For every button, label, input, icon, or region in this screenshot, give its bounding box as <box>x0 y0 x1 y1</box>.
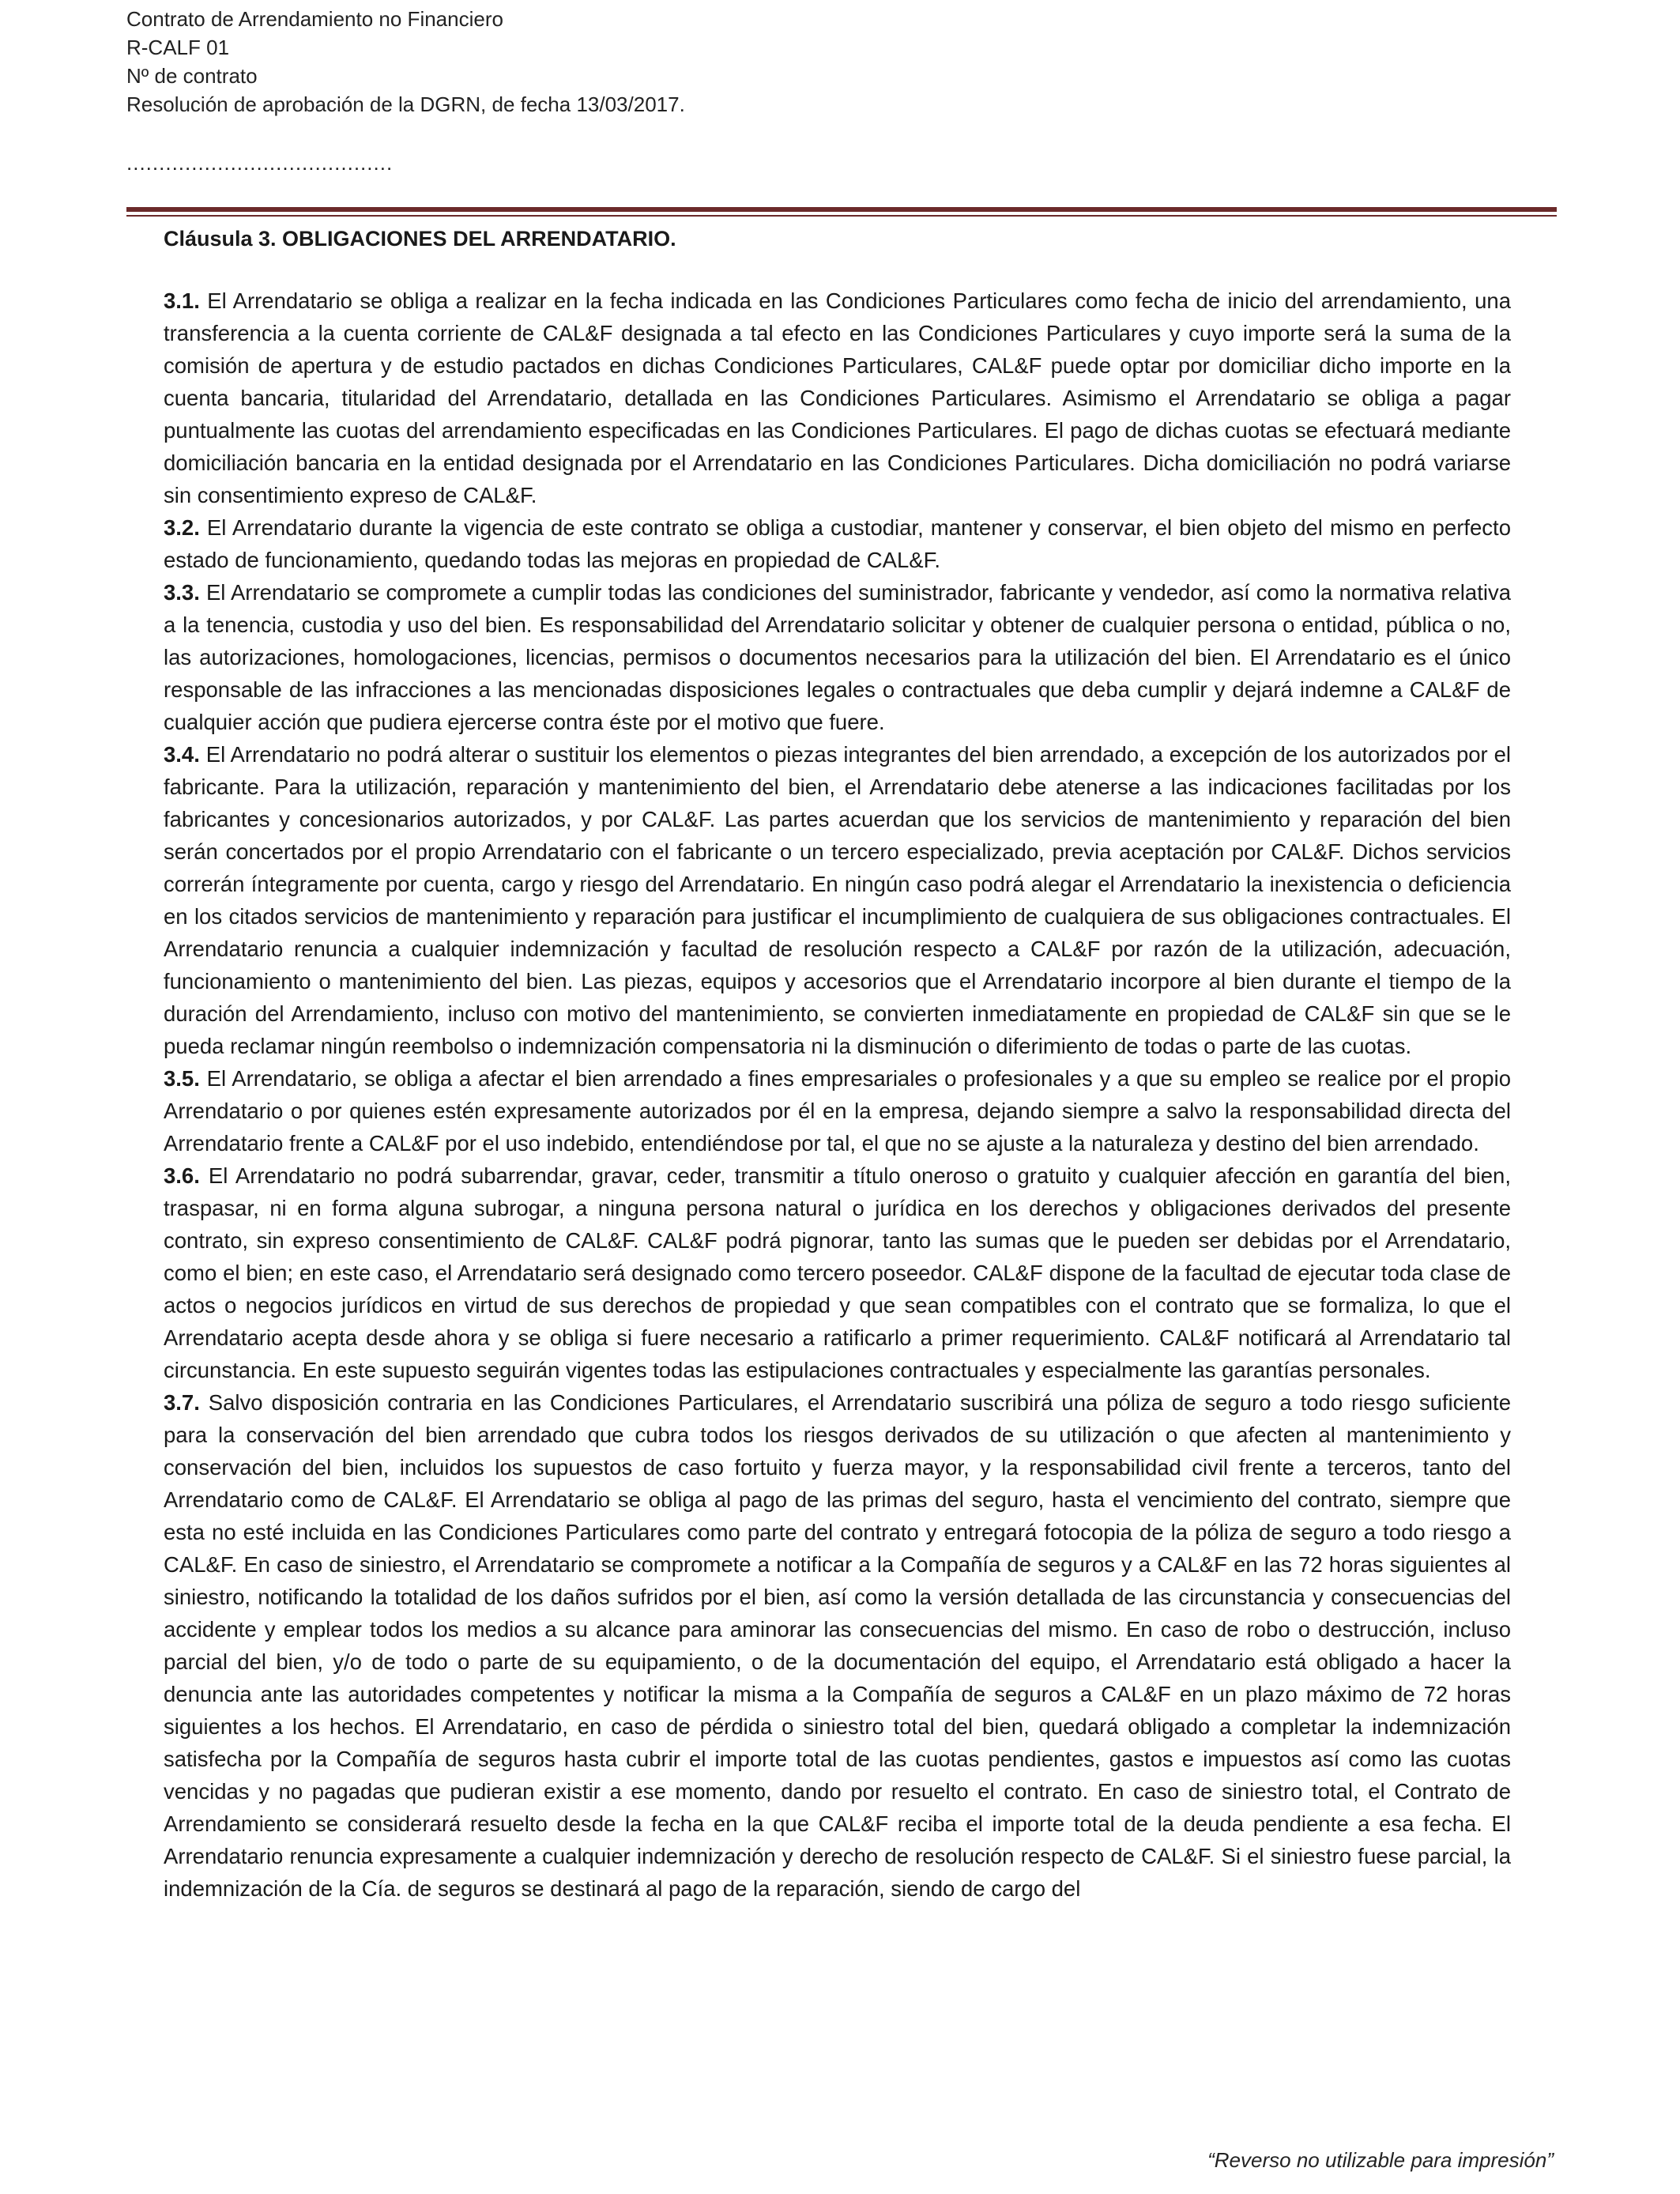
contract-number-label: Nº de contrato <box>126 64 258 88</box>
clause-item-number: 3.2. <box>164 515 200 540</box>
footer-note: “Reverso no utilizable para impresión” <box>1207 2148 1554 2172</box>
clause-item-text: El Arrendatario durante la vigencia de este contrato se obliga a custodiar, mantener y conservar, el bien objeto del mismo en perfecto estado de funcionamiento, quedando todas las mejoras en propiedad de CAL&F. <box>164 515 1511 572</box>
document-title: Contrato de Arrendamiento no Financiero <box>126 7 503 31</box>
clause-item-text: El Arrendatario no podrá alterar o sustituir los elementos o piezas integrantes del bien arrendado, a excepción de los autorizados por el fabricante. Para la utilización, reparación y mantenimiento del bien, el Arrendatario debe atenerse a las indicaciones facilitadas por los fabricantes y concesionarios autorizados, y por CAL&F. Las partes acuerdan que los servicios de mantenimiento y reparación del bien serán concertados por el propio Arrendatario con el fabricante o un tercero especializado, previa aceptación por CAL&F. Dichos servicios correrán íntegramente por cuenta, cargo y riesgo del Arrendatario. En ningún caso podrá alegar el Arrendatario la inexistencia o deficiencia en los citados servicios de mantenimiento y reparación para justificar el incumplimiento de cualquiera de sus obligaciones contractuales. El Arrendatario renuncia a cualquier indemnización y facultad de resolución respecto a CAL&F por razón de la utilización, adecuación, funcionamiento o mantenimiento del bien. Las piezas, equipos y accesorios que el Arrendatario incorpore al bien durante el tiempo de la duración del Arrendamiento, incluso con motivo del mantenimiento, se convierten inmediatamente en propiedad de CAL&F sin que se le pueda reclamar ningún reembolso o indemnización compensatoria ni la disminución o diferimiento de todas o parte de las cuotas. <box>164 742 1511 1058</box>
contract-number-placeholder: ......................................... <box>126 151 394 175</box>
clause-item-text: El Arrendatario, se obliga a afectar el bien arrendado a fines empresariales o profesionales y a que su empleo se realice por el propio Arrendatario o por quienes estén expresamente autorizados por él en la empresa, dejando siempre a salvo la responsabilidad directa del Arrendatario frente a CAL&F por el uso indebido, entendiéndose por tal, el que no se ajuste a la naturaleza y destino del bien arrendado. <box>164 1066 1511 1155</box>
clause-item-number: 3.1. <box>164 288 200 313</box>
clause-item-number: 3.4. <box>164 742 200 767</box>
clause-item <box>164 738 1511 1062</box>
clause-item-text: Salvo disposición contraria en las Condiciones Particulares, el Arrendatario suscribirá una póliza de seguro a todo riesgo suficiente para la conservación del bien arrendado que cubra todos los riesgos derivados de su utilización o que afecten al mantenimiento y conservación del bien, incluidos los supuestos de caso fortuito y fuerza mayor, y la responsabilidad civil frente a terceros, tanto del Arrendatario como de CAL&F. El Arrendatario se obliga al pago de las primas del seguro, hasta el vencimiento del contrato, siempre que esta no esté incluida en las Condiciones Particulares como parte del contrato y entregará fotocopia de la póliza de seguro a todo riesgo a CAL&F. En caso de siniestro, el Arrendatario se compromete a notificar a la Compañía de seguros y a CAL&F en las 72 horas siguientes al siniestro, notificando la totalidad de los daños sufridos por el bien, así como la versión detallada de las circunstancia y consecuencias del accidente y emplear todos los medios a su alcance para aminorar las consecuencias del mismo. En caso de robo o destrucción, incluso parcial del bien, y/o de todo o parte de su equipamiento, o de la documentación del equipo, el Arrendatario está obligado a hacer la denuncia ante las autoridades competentes y notificar la misma a la Compañía de seguros a CAL&F en un plazo máximo de 72 horas siguientes a los hechos. El Arrendatario, en caso de pérdida o siniestro total del bien, quedará obligado a completar la indemnización satisfecha por la Compañía de seguros hasta cubrir el importe total de las cuotas pendientes, gastos e impuestos así como las cuotas vencidas y no pagadas que pudieran existir a ese momento, dando por resuelto el contrato. En caso de siniestro total, el Contrato de Arrendamiento se considerará resuelto desde la fecha en la que CAL&F reciba el importe total de la deuda pendiente a esa fecha. El Arrendatario renuncia expresamente a cualquier indemnización y derecho de resolución respecto de CAL&F. Si el siniestro fuese parcial, la indemnización de la Cía. de seguros se destinará al pago de la reparación, siendo de cargo del <box>164 1390 1511 1901</box>
header-divider-thin <box>126 215 1557 217</box>
clause-item <box>164 285 1511 511</box>
clause-item <box>164 511 1511 576</box>
clause-item-text: El Arrendatario no podrá subarrendar, gravar, ceder, transmitir a título oneroso o gratuito y cualquier afección en garantía del bien, traspasar, ni en forma alguna subrogar, a ninguna persona natural o jurídica en los derechos y obligaciones derivados del presente contrato, sin expreso consentimiento de CAL&F. CAL&F podrá pignorar, tanto las sumas que le pueden ser debidas por el Arrendatario, como el bien; en este caso, el Arrendatario será designado como tercero poseedor. CAL&F dispone de la facultad de ejecutar toda clase de actos o negocios jurídicos en virtud de sus derechos de propiedad y que sean compatibles con el contrato que se formaliza, lo que el Arrendatario acepta desde ahora y se obliga si fuere necesario a ratificarlo a primer requerimiento. CAL&F notificará al Arrendatario tal circunstancia. En este supuesto seguirán vigentes todas las estipulaciones contractuales y especialmente las garantías personales. <box>164 1163 1511 1382</box>
clause-item <box>164 1386 1511 1905</box>
clause-item-number: 3.6. <box>164 1163 200 1188</box>
clause-item-number: 3.7. <box>164 1390 200 1415</box>
clause-item-number: 3.3. <box>164 580 200 605</box>
resolution-line: Resolución de aprobación de la DGRN, de fecha 13/03/2017. <box>126 92 685 116</box>
clause-item-text: El Arrendatario se compromete a cumplir todas las condiciones del suministrador, fabricante y vendedor, así como la normativa relativa a la tenencia, custodia y uso del bien. Es responsabilidad del Arrendatario solicitar y obtener de cualquier persona o entidad, pública o no, las autorizaciones, homologaciones, licencias, permisos o documentos necesarios para la utilización del bien. El Arrendatario es el único responsable de las infracciones a las mencionadas disposiciones legales o contractuales que deba cumplir y dejará indemne a CAL&F de cualquier acción que pudiera ejercerse contra éste por el motivo que fuere. <box>164 580 1511 734</box>
clause-item-text: El Arrendatario se obliga a realizar en la fecha indicada en las Condiciones Particulares como fecha de inicio del arrendamiento, una transferencia a la cuenta corriente de CAL&F designada a tal efecto en las Condiciones Particulares y cuyo importe será la suma de la comisión de apertura y de estudio pactados en dichas Condiciones Particulares, CAL&F puede optar por domiciliar dicho importe en la cuenta bancaria, titularidad del Arrendatario, detallada en las Condiciones Particulares. Asimismo el Arrendatario se obliga a pagar puntualmente las cuotas del arrendamiento especificadas en las Condiciones Particulares. El pago de dichas cuotas se efectuará mediante domiciliación bancaria en la entidad designada por el Arrendatario en las Condiciones Particulares. Dicha domiciliación no podrá variarse sin consentimiento expreso de CAL&F. <box>164 288 1511 507</box>
document-header <box>126 5 1549 177</box>
clause-body <box>164 285 1511 1905</box>
header-divider-thick <box>126 207 1557 212</box>
document-code: R-CALF 01 <box>126 36 230 59</box>
clause-item <box>164 576 1511 738</box>
clause-title: Cláusula 3. OBLIGACIONES DEL ARRENDATARIO. <box>164 227 676 251</box>
clause-item-number: 3.5. <box>164 1066 200 1091</box>
clause-item <box>164 1062 1511 1159</box>
clause-item <box>164 1159 1511 1386</box>
